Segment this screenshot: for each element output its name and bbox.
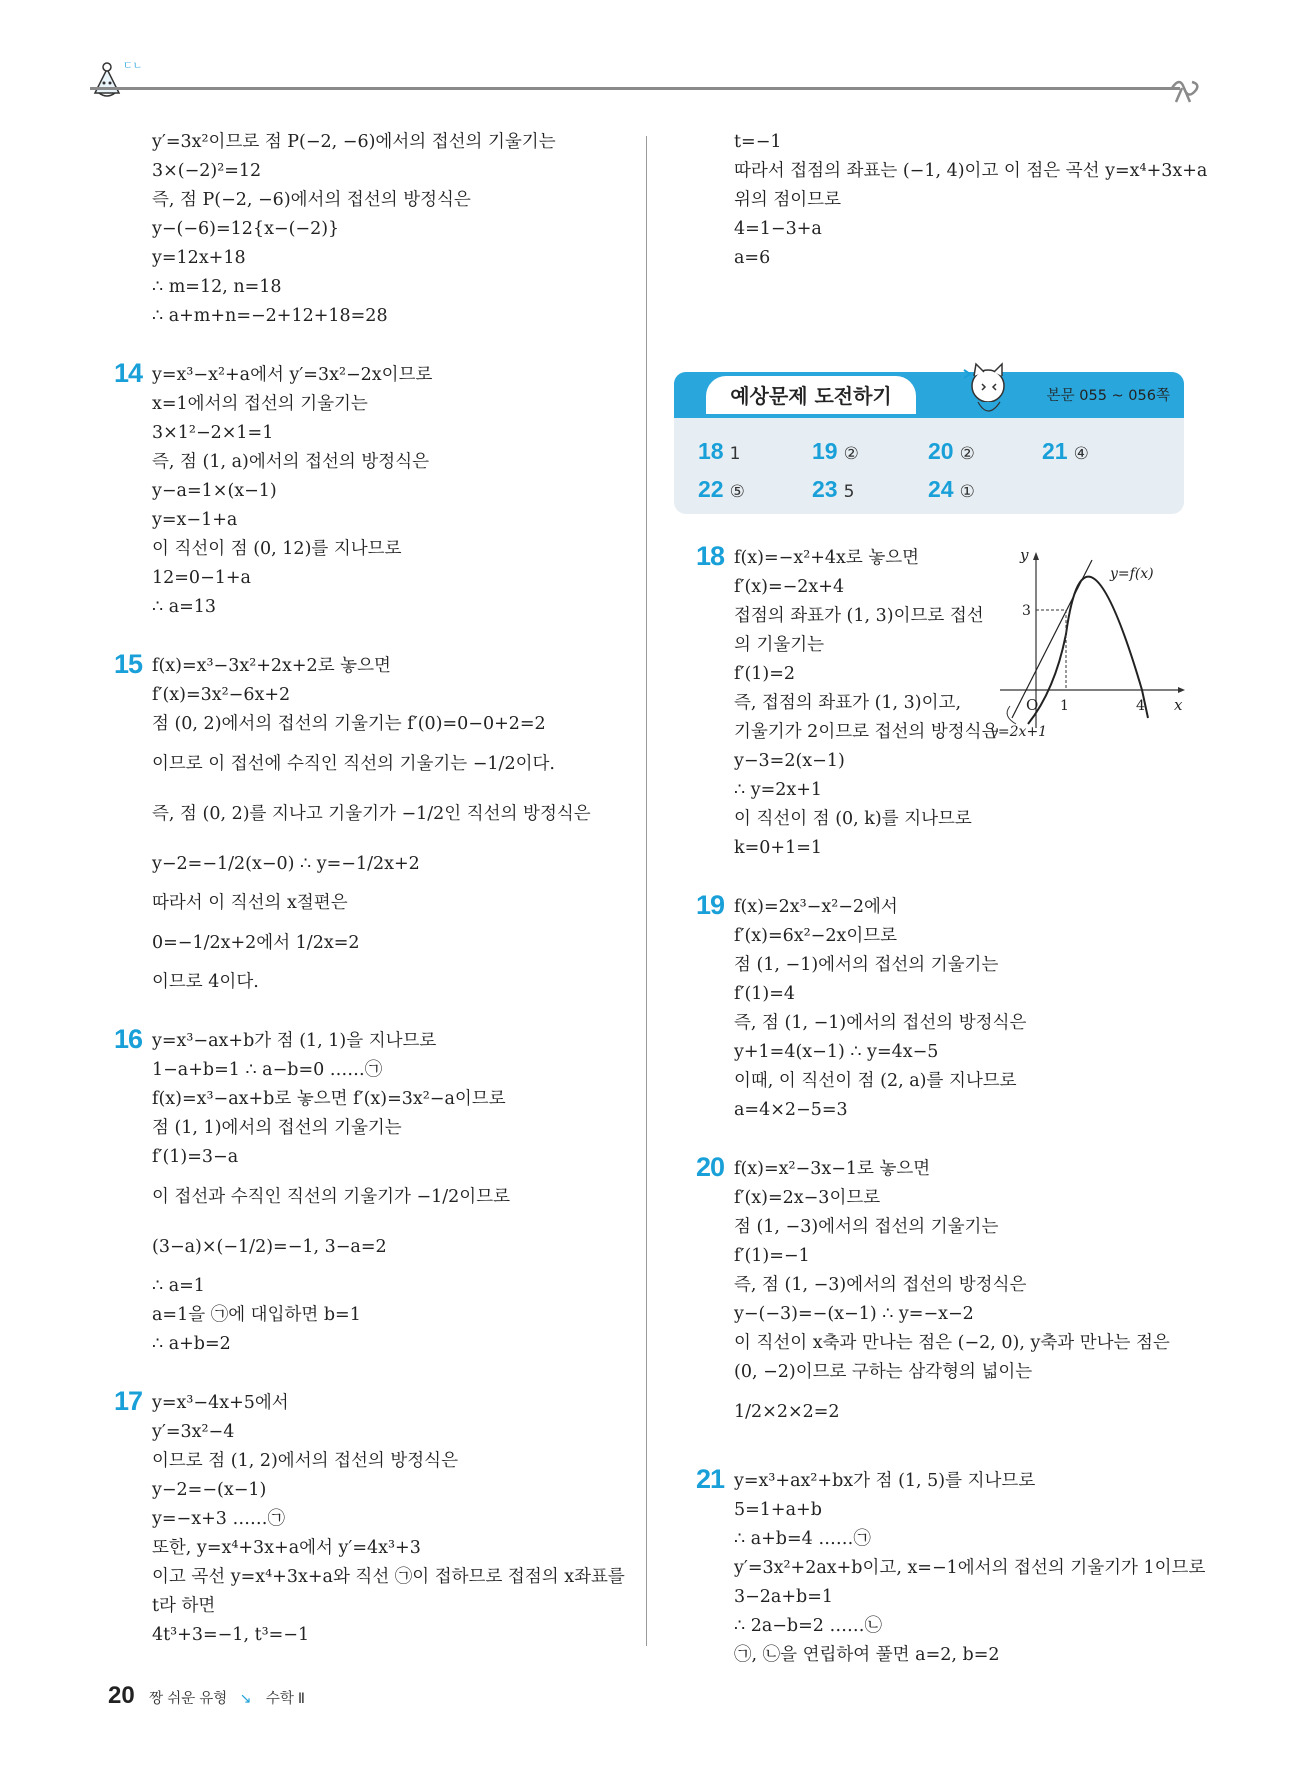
solution-line: 점 (0, 2)에서의 접선의 기울기는 f′(0)=0−0+2=2 <box>152 714 546 734</box>
page-number: 20 <box>108 1682 135 1709</box>
solution-line: f′(x)=2x−3이므로 <box>734 1188 881 1208</box>
solution-line: f′(x)=6x²−2x이므로 <box>734 926 898 946</box>
problem-17-continuation <box>690 128 1210 273</box>
answer-item: 24 ① <box>928 476 975 502</box>
solution-line: f(x)=−x²+4x로 놓으면 <box>734 548 920 568</box>
column-divider <box>646 136 647 1646</box>
solution-line: 이므로 이 접선에 수직인 직선의 기울기는 −1/2이다. <box>152 754 555 774</box>
solution-line: 점 (1, −1)에서의 접선의 기울기는 <box>734 955 999 975</box>
solution-line: y+1=4(x−1) ∴ y=4x−5 <box>734 1042 939 1062</box>
problem-15 <box>108 649 628 997</box>
problem-18 <box>690 541 1210 863</box>
line-label: y=2x+1 <box>990 724 1048 738</box>
solution-line: y′=3x²+2ax+b이고, x=−1에서의 접선의 기울기가 1이므로 <box>734 1558 1206 1578</box>
x-axis-label: x <box>1174 696 1183 714</box>
solution-line: y=x³+ax²+bx가 점 (1, 5)를 지나므로 <box>734 1471 1036 1491</box>
arrow-icon: ↘ <box>239 1690 252 1706</box>
problem-19 <box>690 890 1210 1125</box>
solution-line: 이때, 이 직선이 점 (2, a)를 지나므로 <box>734 1071 1017 1091</box>
problem-21 <box>690 1464 1210 1670</box>
answer-item: 23 5 <box>812 476 855 502</box>
solution-line: 4t³+3=−1, t³=−1 <box>152 1625 310 1645</box>
solution-line: 3×1²−2×1=1 <box>152 423 274 443</box>
problem-13-continuation <box>108 128 628 331</box>
solution-line: 이므로 점 (1, 2)에서의 접선의 방정식은 <box>152 1451 458 1471</box>
solution-line: x=1에서의 접선의 기울기는 <box>152 394 368 414</box>
answer-item: 22 ⑤ <box>698 476 745 502</box>
solution-line: 따라서 접점의 좌표는 (−1, 4)이고 이 점은 곡선 y=x⁴+3x+a <box>734 161 1208 181</box>
solution-line: f′(1)=−1 <box>734 1246 810 1266</box>
solution-line: y=x³−ax+b가 점 (1, 1)을 지나므로 <box>152 1031 437 1051</box>
solution-line: y=12x+18 <box>152 248 246 268</box>
solution-line: ㉠, ㉡을 연립하여 풀면 a=2, b=2 <box>734 1645 1000 1665</box>
solution-line: ∴ a+m+n=−2+12+18=28 <box>152 306 388 326</box>
solution-line: y=x³−x²+a에서 y′=3x²−2x이므로 <box>152 365 433 385</box>
solution-line: f(x)=x³−ax+b로 놓으면 f′(x)=3x²−a이므로 <box>152 1089 506 1109</box>
solution-line: 이 직선이 점 (0, k)를 지나므로 <box>734 809 972 829</box>
solution-line: y−a=1×(x−1) <box>152 481 277 501</box>
solution-line: 12=0−1+a <box>152 568 251 588</box>
solution-line: 접점의 좌표가 (1, 3)이므로 접선 <box>734 606 984 626</box>
problem-number: 17 <box>114 1386 143 1416</box>
answer-box-header <box>674 372 1184 418</box>
answer-item: 19 ② <box>812 438 859 464</box>
header-rule <box>90 87 1180 90</box>
solution-line: 즉, 점 (0, 2)를 지나고 기울기가 −1/2인 직선의 방정식은 <box>152 804 591 824</box>
problem-number: 21 <box>696 1464 725 1494</box>
book-title: 짱 쉬운 유형 <box>149 1691 228 1707</box>
solution-line: y−2=−1/2(x−0) ∴ y=−1/2x+2 <box>152 854 420 874</box>
bell-mascot-icon <box>85 55 145 100</box>
solution-line: ∴ a=13 <box>152 597 217 617</box>
solution-line: 점 (1, 1)에서의 접선의 기울기는 <box>152 1118 402 1138</box>
problem-20 <box>690 1152 1210 1437</box>
solution-line: k=0+1=1 <box>734 838 822 858</box>
solution-line: ∴ y=2x+1 <box>734 780 823 800</box>
solution-line: (3−a)×(−1/2)=−1, 3−a=2 <box>152 1237 387 1257</box>
solution-line: y−(−6)=12{x−(−2)} <box>152 219 340 239</box>
solution-line: y−(−3)=−(x−1) ∴ y=−x−2 <box>734 1304 974 1324</box>
solution-line: ∴ a=1 <box>152 1276 205 1296</box>
solution-line: f′(1)=3−a <box>152 1147 239 1167</box>
cat-mascot-icon <box>960 360 1018 424</box>
solution-line: 이 직선이 x축과 만나는 점은 (−2, 0), y축과 만나는 점은 <box>734 1333 1170 1353</box>
solution-line: f′(1)=2 <box>734 664 796 684</box>
solution-line: f′(x)=−2x+4 <box>734 577 845 597</box>
subject-name: 수학 Ⅱ <box>265 1691 306 1707</box>
solution-line: 또한, y=x⁴+3x+a에서 y′=4x³+3 <box>152 1538 421 1558</box>
solution-line: 즉, 점 P(−2, −6)에서의 접선의 방정식은 <box>152 190 471 210</box>
answer-box-title: 예상문제 도전하기 <box>706 376 916 414</box>
solution-line: f′(1)=4 <box>734 984 796 1004</box>
solution-line: a=4×2−5=3 <box>734 1100 848 1120</box>
ribbon-icon <box>1168 76 1202 104</box>
solution-line: a=1을 ㉠에 대입하면 b=1 <box>152 1305 361 1325</box>
solution-line: y=x−1+a <box>152 510 238 530</box>
answer-item: 18 1 <box>698 438 741 464</box>
solution-line: 위의 점이므로 <box>734 190 841 210</box>
solution-line: (0, −2)이므로 구하는 삼각형의 넓이는 <box>734 1362 1033 1382</box>
solution-line: 따라서 이 직선의 x절편은 <box>152 893 348 913</box>
problem-number: 15 <box>114 649 143 679</box>
right-column-top <box>690 128 1210 273</box>
solution-line: 1/2×2×2=2 <box>734 1402 840 1422</box>
tick-label-x4: 4 <box>1136 698 1145 714</box>
problem-number: 16 <box>114 1024 143 1054</box>
answer-item: 21 ④ <box>1042 438 1089 464</box>
solution-line: 3−2a+b=1 <box>734 1587 834 1607</box>
answer-item: 20 ② <box>928 438 975 464</box>
solution-line: t라 하면 <box>152 1596 216 1616</box>
solution-line: y=x³−4x+5에서 <box>152 1393 289 1413</box>
tick-label-y3: 3 <box>1022 603 1031 619</box>
solution-line: 즉, 점 (1, −1)에서의 접선의 방정식은 <box>734 1013 1027 1033</box>
solution-line: 3×(−2)²=12 <box>152 161 262 181</box>
page-footer <box>108 1682 305 1710</box>
solution-line: ∴ m=12, n=18 <box>152 277 282 297</box>
solution-line: 의 기울기는 <box>734 635 825 655</box>
left-column <box>108 128 628 1650</box>
solution-line: 이고 곡선 y=x⁴+3x+a와 직선 ㉠이 접하므로 접점의 x좌표를 <box>152 1567 625 1587</box>
solution-line: 1−a+b=1 ∴ a−b=0 ……㉠ <box>152 1060 383 1080</box>
solution-line: 즉, 접점의 좌표가 (1, 3)이고, <box>734 693 962 713</box>
solution-line: 즉, 점 (1, a)에서의 접선의 방정식은 <box>152 452 430 472</box>
solution-line: 이 접선과 수직인 직선의 기울기가 −1/2이므로 <box>152 1187 511 1207</box>
problem-16 <box>108 1024 628 1359</box>
solution-line: 이므로 4이다. <box>152 972 259 992</box>
solution-line: 이 직선이 점 (0, 12)를 지나므로 <box>152 539 402 559</box>
solution-line: y=−x+3 ……㉠ <box>152 1509 285 1529</box>
solution-line: f(x)=x³−3x²+2x+2로 놓으면 <box>152 656 391 676</box>
solution-line: a=6 <box>734 248 771 268</box>
solution-line: 즉, 점 (1, −3)에서의 접선의 방정식은 <box>734 1275 1027 1295</box>
solution-line: y′=3x²−4 <box>152 1422 235 1442</box>
tick-label-x1: 1 <box>1060 698 1069 714</box>
solution-line: y′=3x²이므로 점 P(−2, −6)에서의 접선의 기울기는 <box>152 132 556 152</box>
solution-line: y−3=2(x−1) <box>734 751 845 771</box>
problem-number: 14 <box>114 358 143 388</box>
problem-number: 20 <box>696 1152 725 1182</box>
solution-line: f(x)=2x³−x²−2에서 <box>734 897 898 917</box>
solution-line: ∴ a+b=2 <box>152 1334 231 1354</box>
solution-line: y−2=−(x−1) <box>152 1480 267 1500</box>
solution-line: ∴ a+b=4 ……㉠ <box>734 1529 871 1549</box>
y-axis-label: y <box>1020 548 1029 564</box>
svg-text:ㄷㄴ: ㄷㄴ <box>123 61 143 72</box>
answer-box-pages: 본문 055 ~ 056쪽 <box>1046 388 1170 404</box>
problem-17 <box>108 1386 628 1650</box>
problem-number: 19 <box>696 890 725 920</box>
solution-line: 4=1−3+a <box>734 219 822 239</box>
problem-number: 18 <box>696 541 725 571</box>
right-column <box>690 541 1210 1670</box>
answer-box <box>674 372 1184 514</box>
solution-line: 점 (1, −3)에서의 접선의 기울기는 <box>734 1217 999 1237</box>
solution-line: f(x)=x²−3x−1로 놓으면 <box>734 1159 931 1179</box>
solution-line: 기울기가 2이므로 접선의 방정식은 <box>734 722 999 742</box>
solution-line: t=−1 <box>734 132 782 152</box>
solution-line: ∴ 2a−b=2 ……㉡ <box>734 1616 882 1636</box>
origin-label: O <box>1026 696 1039 714</box>
curve-label: y=f(x) <box>1110 566 1154 582</box>
solution-line: f′(x)=3x²−6x+2 <box>152 685 291 705</box>
problem-14 <box>108 358 628 622</box>
solution-line: 5=1+a+b <box>734 1500 822 1520</box>
solution-line: 0=−1/2x+2에서 1/2x=2 <box>152 933 360 953</box>
